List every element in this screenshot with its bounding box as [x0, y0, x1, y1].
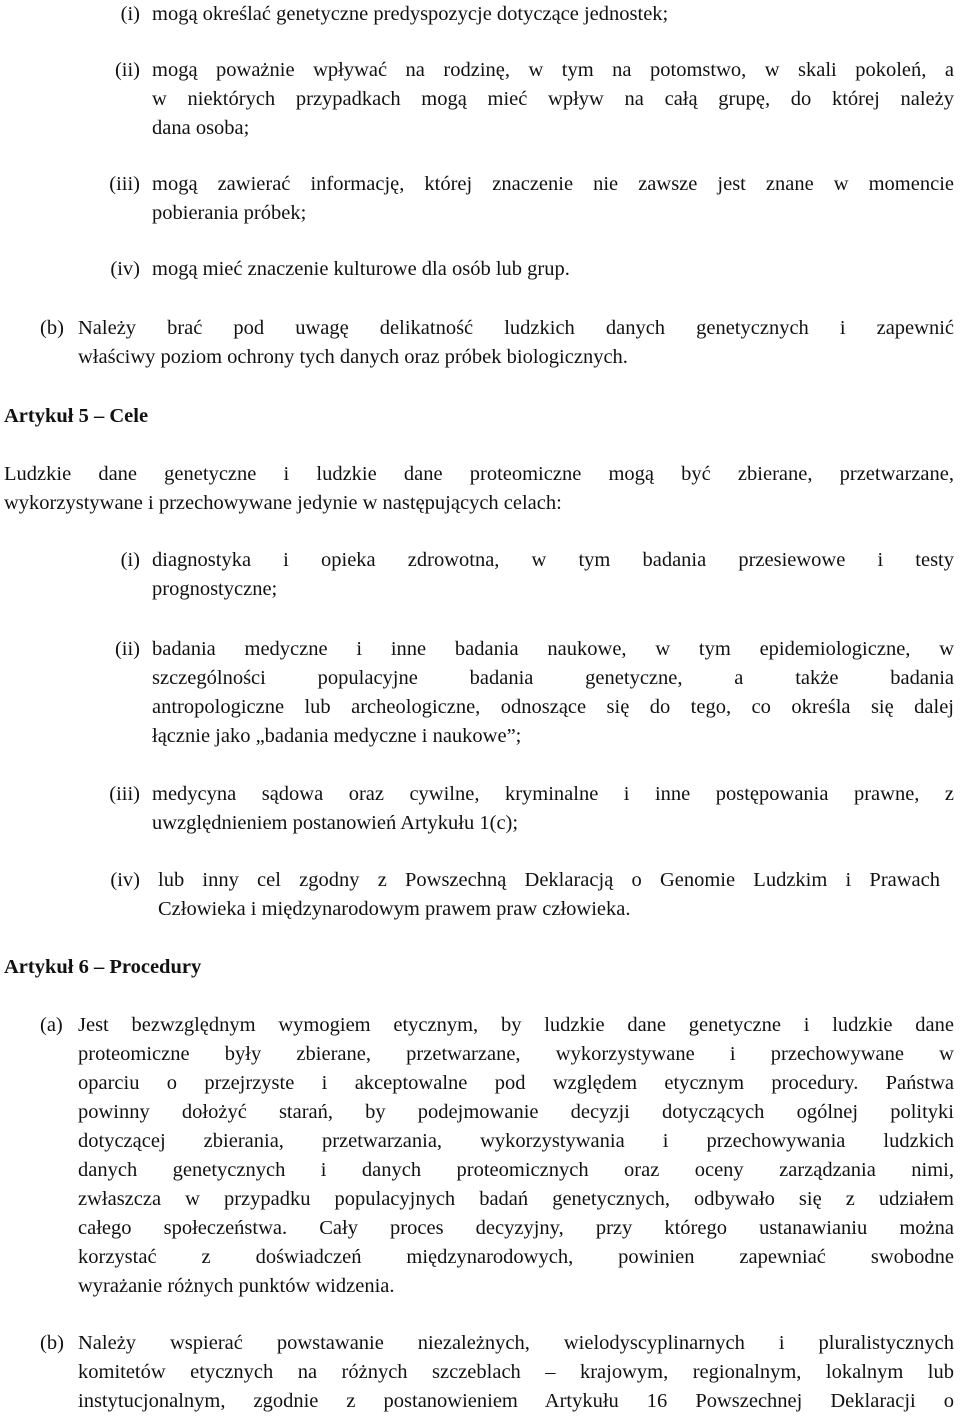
text-line: Należy brać pod uwagę delikatność ludzkich danych genetycznych i zapewnić — [78, 317, 954, 339]
list-item-text — [158, 866, 940, 924]
text-line: pobierania próbek; — [152, 202, 307, 224]
text-line: Jest bezwzględnym wymogiem etycznym, by ludzkie dane genetyczne i ludzkie dane — [78, 1014, 954, 1036]
list-item-text — [152, 255, 954, 284]
text-line: antropologiczne lub archeologiczne, odnoszące się do tego, co określa się dalej — [152, 696, 954, 718]
text-line: zwłaszcza w przypadku populacyjnych badań genetycznych, odbywało się z udziałem — [78, 1188, 954, 1210]
list-item-number: (iv) — [110, 869, 140, 891]
text-line: wyrażanie różnych punktów widzenia. — [78, 1275, 395, 1297]
text-line: w niektórych przypadkach mogą mieć wpływ na całą grupę, do której należy — [152, 88, 954, 110]
paragraph-text — [78, 1329, 954, 1416]
text-line: proteomiczne były zbierane, przetwarzane, wykorzystywane i przechowywane w — [78, 1043, 954, 1065]
list-item-text — [152, 170, 954, 228]
text-line: medycyna sądowa oraz cywilne, kryminalne i inne postępowania prawne, z — [152, 783, 954, 805]
text-line: powinny dołożyć starań, by podejmowanie decyzji dotyczących ogólnej polityki — [78, 1101, 954, 1123]
list-item-number: (ii) — [114, 638, 140, 660]
text-line: oparciu o przejrzyste i akceptowalne pod względem etycznym procedury. Państwa — [78, 1072, 954, 1094]
text-line: szczególności populacyjne badania genetyczne, a także badania — [152, 667, 954, 689]
list-item-number: (iv) — [110, 258, 140, 280]
text-line: Ludzkie dane genetyczne i ludzkie dane proteomiczne mogą być zbierane, przetwarzane, — [4, 463, 954, 485]
text-line: instytucjonalnym, zgodnie z postanowieniem Artykułu 16 Powszechnej Deklaracji o — [78, 1390, 954, 1412]
list-item-number: (i) — [120, 549, 140, 571]
list-item-text — [152, 635, 954, 751]
text-line: mogą określać genetyczne predyspozycje dotyczące jednostek; — [152, 3, 669, 25]
list-item-text — [152, 546, 954, 604]
text-line: diagnostyka i opieka zdrowotna, w tym badania przesiewowe i testy — [152, 549, 954, 571]
text-line: Należy wspierać powstawanie niezależnych, wielodyscyplinarnych i pluralistycznych — [78, 1332, 954, 1354]
text-line: wykorzystywane i przechowywane jedynie w następujących celach: — [4, 492, 562, 514]
article-intro — [4, 460, 954, 518]
text-line: komitetów etycznych na różnych szczeblach – krajowym, regionalnym, lokalnym lub — [78, 1361, 954, 1383]
text-line: Człowieka i międzynarodowym prawem praw człowieka. — [158, 898, 631, 920]
text-line: mogą poważnie wpływać na rodzinę, w tym na potomstwo, w skali pokoleń, a — [152, 59, 954, 81]
article-heading: Artykuł 6 – Procedury — [4, 956, 202, 978]
text-line: całego społeczeństwa. Cały proces decyzyjny, przy którego ustanawianiu można — [78, 1217, 954, 1239]
list-item-number: (iii) — [109, 783, 140, 805]
text-line: uwzględnieniem postanowień Artykułu 1(c); — [152, 812, 519, 834]
list-item-number: (i) — [120, 3, 140, 25]
text-line: danych genetycznych i danych proteomicznych oraz oceny zarządzania nimi, — [78, 1159, 954, 1181]
paragraph-label: (b) — [40, 317, 64, 339]
text-line: właściwy poziom ochrony tych danych oraz próbek biologicznych. — [78, 346, 628, 368]
text-line: dana osoba; — [152, 117, 250, 139]
text-line: badania medyczne i inne badania naukowe, w tym epidemiologiczne, w — [152, 638, 954, 660]
text-line: prognostyczne; — [152, 578, 278, 600]
article-heading: Artykuł 5 – Cele — [4, 405, 149, 427]
paragraph-label: (b) — [40, 1332, 64, 1354]
text-line: lub inny cel zgodny z Powszechną Deklaracją o Genomie Ludzkim i Prawach — [158, 869, 940, 891]
list-item-number: (ii) — [114, 59, 140, 81]
paragraph-text — [78, 1011, 954, 1301]
paragraph-text — [78, 314, 954, 372]
list-item-text — [152, 780, 954, 838]
text-line: dotyczącej zbierania, przetwarzania, wykorzystywania i przechowywania ludzkich — [78, 1130, 954, 1152]
text-line: mogą mieć znaczenie kulturowe dla osób lub grup. — [152, 258, 570, 280]
list-item-text — [152, 0, 954, 29]
paragraph-label: (a) — [40, 1014, 63, 1036]
text-line: mogą zawierać informację, której znaczenie nie zawsze jest znane w momencie — [152, 173, 954, 195]
text-line: łącznie jako „badania medyczne i naukowe”; — [152, 725, 522, 747]
list-item-number: (iii) — [109, 173, 140, 195]
list-item-text — [152, 56, 954, 143]
text-line: korzystać z doświadczeń międzynarodowych, powinien zapewniać swobodne — [78, 1246, 954, 1268]
